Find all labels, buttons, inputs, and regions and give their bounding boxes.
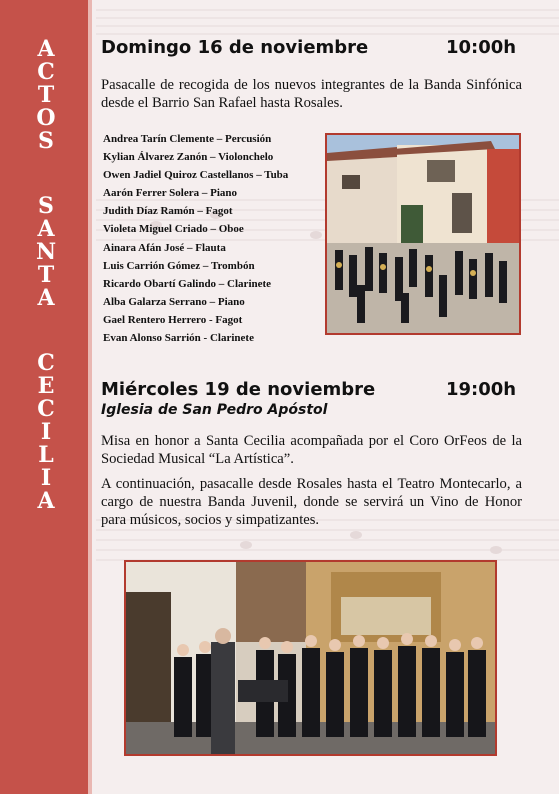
sidebar-letter: A xyxy=(37,36,55,62)
sidebar-letter: I xyxy=(40,419,52,445)
event1-title: Domingo 16 de noviembre xyxy=(101,37,369,58)
sidebar-word-santa xyxy=(0,195,92,310)
sidebar-letter: T xyxy=(37,82,55,108)
sidebar-letter: O xyxy=(36,105,56,131)
sidebar-letter: T xyxy=(37,262,55,288)
sidebar-letter: S xyxy=(38,128,54,154)
event1-description: Pasacalle de recogida de los nuevos integrantes de la Banda Sinfónica desde el Barrio San Rafael hasta Rosales. xyxy=(101,77,522,111)
member-item: Judith Díaz Ramón – Fagot xyxy=(103,205,233,218)
new-members-list xyxy=(103,130,323,347)
sidebar-letter: A xyxy=(37,285,55,311)
member-item: Gael Rentero Herrero - Fagot xyxy=(103,313,243,326)
event2-location: Iglesia de San Pedro Apóstol xyxy=(101,402,328,418)
member-item: Violeta Miguel Criado – Oboe xyxy=(103,223,244,236)
member-item: Ainara Afán José – Flauta xyxy=(103,241,226,254)
sidebar-letter: C xyxy=(37,350,55,376)
sidebar-letter: E xyxy=(37,373,55,399)
sidebar-letter: A xyxy=(37,216,55,242)
sidebar-letter: A xyxy=(37,488,55,514)
event2-description-parade: A continuación, pasacalle desde Rosales hasta el Teatro Montecarlo, a cargo de nuestra Banda Juvenil, donde se servirá un Vino de Honor para músicos, socios y simpatizantes. xyxy=(101,476,522,528)
member-item: Ricardo Obartí Galindo – Clarinete xyxy=(103,277,272,290)
event1-time: 10:00h xyxy=(446,37,517,58)
parade-photo xyxy=(325,133,521,335)
member-item: Luis Carrión Gómez – Trombón xyxy=(103,259,255,272)
sidebar-letter: I xyxy=(40,465,52,491)
sidebar-letter: N xyxy=(35,239,57,265)
member-item: Evan Alonso Sarrión - Clarinete xyxy=(103,332,254,345)
event2-title: Miércoles 19 de noviembre xyxy=(101,379,376,400)
sidebar-word-cecilia xyxy=(0,352,92,513)
sidebar-letter: C xyxy=(37,59,55,85)
member-item: Andrea Tarín Clemente – Percusión xyxy=(103,133,272,145)
sidebar-banner xyxy=(0,0,92,794)
choir-photo xyxy=(124,560,497,756)
sidebar-word-actos xyxy=(0,38,92,153)
sidebar-letter: L xyxy=(38,442,54,468)
sidebar-letter: S xyxy=(38,193,54,219)
member-item: Aarón Ferrer Solera – Piano xyxy=(103,187,238,200)
member-item: Alba Galarza Serrano – Piano xyxy=(103,295,245,308)
member-item: Owen Jadiel Quiroz Castellanos – Tuba xyxy=(103,169,289,182)
member-item: Kylian Álvarez Zanón – Violonchelo xyxy=(103,151,274,164)
sidebar-letter: C xyxy=(37,396,55,422)
event2-description-mass: Misa en honor a Santa Cecilia acompañada por el Coro OrFeos de la Sociedad Musical “La Artística”. xyxy=(101,433,522,467)
event2-time: 19:00h xyxy=(446,379,517,400)
